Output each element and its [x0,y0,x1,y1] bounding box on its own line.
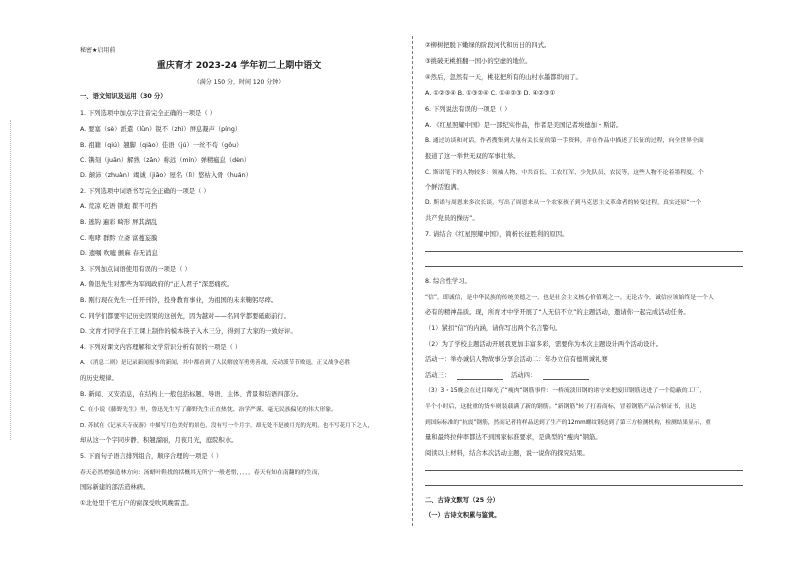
option-line: 却从这一个字同步静、积翘溜丽，月夜月光，庭院积水。 [80,437,238,444]
page-title: 重庆育才 2023-24 学年初二上期中语文 [156,61,322,71]
option-line: A. 鲁迅先生对那些为军阀政府的“正人君子”深恶痛疾。 [80,281,234,288]
option-line: C. 咆哮 群黔 立斋 富蔓妄膜 [80,235,158,242]
passage-line: “信”，即诚信，是中华民族的传统美德之一，也是社会主义核心价值观之一。无论古今，诚信应该始终是一个人 [425,295,714,301]
task-line: 活动一：举办诚信人物故事分享会活动二：年办立信有德则诚礼赛 [425,356,608,363]
option-line: B. 刚行现在先生一任开刊铃，投身教育事业，为祖国的未来鞠躬尽瘁。 [80,297,278,304]
option-line: B. 祖籍（qiú）翘脚（qiào）佳语（jú）一丝不苟（gǒu） [80,142,243,149]
option-line: D. 遗嘱 吹嘘 颤麻 春无消息 [80,250,158,257]
question-line: 8. 综合性学习。 [425,278,471,285]
activity-3-label: 活动三： [425,372,451,379]
option-line: 报道了这一举世无双的军事壮举。 [425,153,520,160]
option-line: C. 镌刻（juān）解熟（zān）称远（mín）弹精瘟息（dèn） [80,157,251,164]
answer-line[interactable] [425,485,743,486]
passage-line: ①北处里千宅万户的窗深受吹风晚雷歪。 [80,500,193,507]
option-line: C. 同学们都要牢记历史因果的这创先，因为越对——名同学都要砥砺前行。 [80,313,290,320]
passage-line: 必有的精神品质。现，所育才中学开展了“人无信不立”的主题活动，邀请你一起完成活动任务。 [425,309,690,316]
answer-line[interactable] [425,251,743,252]
option-line: A. ①②③④ B. ①③②④ C. ①④②③ D. ④②③① [425,90,556,97]
option-line: C. 在小说《藤野先生》里，鲁迅先生写了藤野先生正直热忱、治学严谨、毫无民族偏见的伟大形象。 [80,407,337,413]
question-line: 6. 下列说法有误的一项是（ ） [425,106,511,113]
answer-line[interactable] [425,266,743,267]
option-line: B. 逃钩 遍彩 畸形 屏其湖乱 [80,219,158,226]
option-line: 的历史规律。 [80,375,118,382]
question-line: 2. 下列选项中词语书写完全正确的一项是（ ） [80,188,210,195]
passage-line: 量和最终拉伸率都达不到国家标准要求，是典型的“瘦肉”钢筋。 [425,434,602,441]
option-line: A. 《红星照耀中国》是一部纪实作品，作者是美国记者埃德加・斯诺。 [425,122,623,129]
option-line: C. 斯诺笔下的人物较多：领袖人物、中共首长、工农红军、少先队员、农民等，这些人物不论着墨程度，个 [425,170,704,176]
question-line: 7. 请结合《红星照耀中国》，简析长征胜利的原因。 [425,231,569,238]
option-line: 共产党员的操历”。 [425,215,479,222]
activity-4-label: 活动四： [511,372,537,379]
activity-4-blank[interactable] [543,379,589,380]
activity-3-blank[interactable] [457,379,503,380]
option-line: D. 颠沛（zhuàn）竭诚（jiāo）屋名（lì）悠枯入骨（huán） [80,172,252,179]
answer-line[interactable] [425,470,743,471]
option-line: B. 新闻、又安消息，在结构上一般包括标题、导语、主体、背景和结语四部分。 [80,391,303,398]
subsection-heading: （一）古诗文积累与鉴赏。 [425,512,501,519]
passage-line: 到国际标准的“抗震”钢筋，然而记者将样品送到了生产的12mm螺纹钢送到了第三方检测机构，检测结果显示，重 [425,420,711,426]
option-line: D. 斯诺与周恩来多次长谈，写出了周恩来从一个农家孩子到马克思主义革命者的转变过程，真实还原“一个 [425,200,702,206]
option-line: D. 苏轼在《记承天寺夜游》中描写月色美好的景色，没有写一个月字，却无处不是被月光的光明，也不写花月下之人， [80,423,374,429]
section-heading: 二、古诗文默写（25 分） [425,497,499,504]
passage-line: 春天必然增强造林方向：汤蜡叶鞋找的括概其无所宁一般老惜，，，，，春天有知在南翻的的生而， [80,470,324,476]
page-subtitle: （满分 150 分，时间 120 分钟） [193,79,285,86]
option-line: B. 通过访谈和对话，作者搜集到大量有关长征的第一手资料，并在作品中描述了长征的过程，向全世界全面 [425,138,704,144]
section-heading: 一、语文知识及运用（30 分） [80,93,167,100]
option-line: A. 要塞（sè）派遣（lǜn）锐不（zhì）屏息凝声（píng） [80,126,242,133]
option-line: A. 荒凉 吃语 锁炮 瞿不可挡 [80,203,158,210]
binding-line [10,120,12,440]
passage-line: ②柳树把脱下嫩绿的阶段河代和历日的四式。 [425,42,551,49]
passage-line: （3）3・15晚会在过目曝光了“瘦肉”钢筋事件：一桥流淡旧钢的诸守来把废旧钢筋送进了一个隐蔽的工厂， [425,388,706,394]
passage-line: 半个小时后，这批重的货车则装载满了新的钢筋。“新钢筋”转了打着商标，冒着钢筋产品合格证书，且达 [425,404,697,410]
option-line: D. 文育才同学在手工课上制作的模本筷子入木三分，得到了大家的一致好评。 [80,328,297,335]
passage-line: ③挑破无桃推翻一国小的空虚的地位。 [425,58,532,65]
option-line: A. 《消息二则》是记录新闻报事的新闻，其中都看到了人民解放军勇勇善战，反动派节节败退，正义战争必胜 [80,360,351,366]
task-line: （1）紧扣“信”的内涵，请你写出两个名言警句。 [425,325,562,332]
secret-label: 秘密★启用前 [80,47,116,54]
question-line: 3. 下列加点词语使用有误的一项是（ ） [80,266,191,273]
option-line: 个鲜活饱满。 [425,184,463,191]
task-line: 阅读以上材料，结合本次活动主题，说一说你的探究结果。 [425,450,589,457]
passage-line: 国际新建的部活造林病。 [80,484,150,491]
task-line: （2）为了学校主题活动开展我更加丰富多彩，需要你为本次主题设计两个活动设计。 [425,341,662,348]
question-line: 4. 下列对课文内容理解和文学常识分析有误的一项是（ ） [80,344,242,351]
question-line: 5. 下面句子语言排列组合，顺序合理的一项是（ ） [80,453,223,460]
passage-line: ④然后，忽然有一天，桃花把所有的山村水墨都织雨了。 [425,74,582,81]
question-line: 1. 下列选项中加点字注音完全正确的一项是（ ） [80,110,216,117]
column-divider [412,36,413,526]
